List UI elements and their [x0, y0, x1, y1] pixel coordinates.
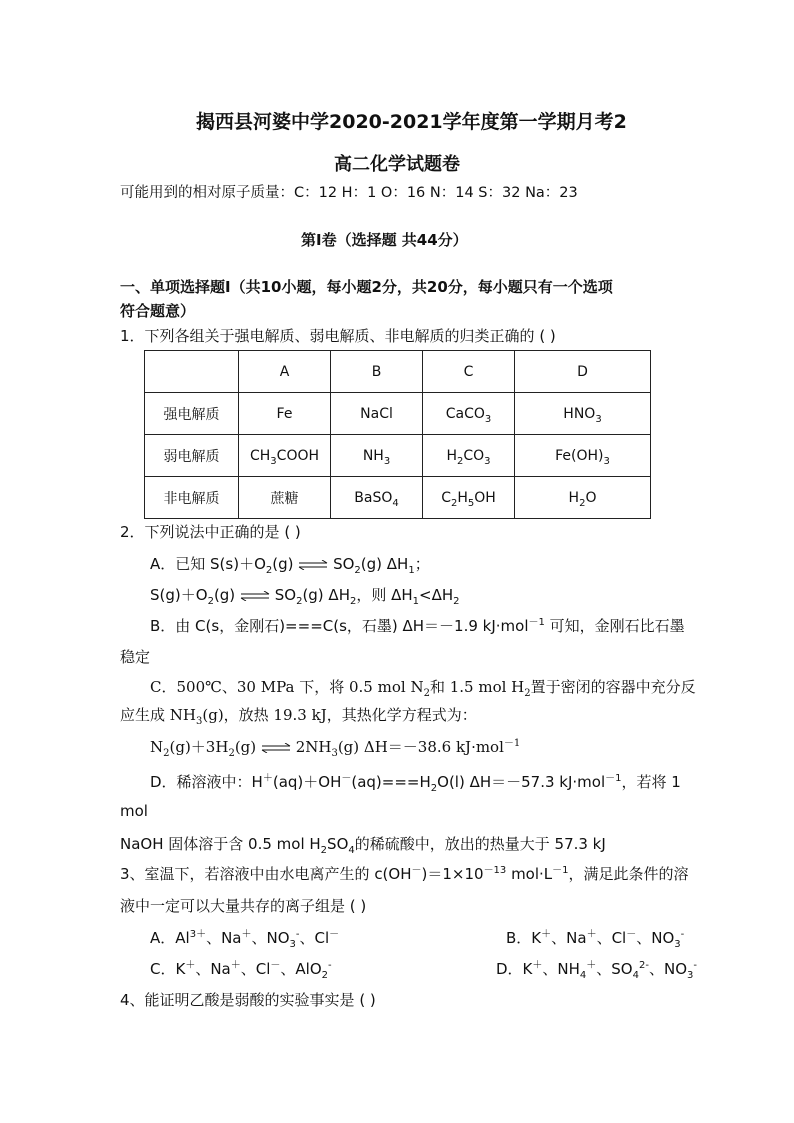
question-3-option-a: A．$Al^{3+}$、Na＋、$NO_3^-$、Cl－ [150, 929, 340, 950]
cell-a: $CH_3COOH$ [239, 435, 331, 477]
section-heading-cont: 符合题意） [120, 302, 196, 320]
cell-c: $C_2H_5OH$ [423, 477, 515, 519]
cell-d: $H_2O$ [515, 477, 651, 519]
cell-c: $H_2CO_3$ [423, 435, 515, 477]
table-row [145, 477, 651, 519]
question-3-stem: 3、室温下，若溶液中由水电离产生的 $c(OH^-)=1\times 10^{-13}$ $mol\cdot L^{-1}$，满足此条件的溶 [120, 865, 689, 883]
cell-c: CaCO$_3$ [423, 393, 515, 435]
question-3-stem-cont: 液中一定可以大量共存的离子组是 ( ) [120, 897, 367, 915]
question-2-option-c-equation: $N_2(g)+3H_2(g)$ $2NH_3(g)$ ΔH＝－38.6 kJ·mol$^{-1}$ [150, 738, 521, 759]
table-header-d: D [515, 351, 651, 393]
section-heading: 一、单项选择题Ⅰ（共10小题，每小题2分，共20分，每小题只有一个选项 [120, 278, 613, 296]
question-3-option-d: D．K＋、$NH_4^+$、$SO_4^{2-}$、$NO_3^-$ [496, 960, 697, 981]
table-header-a: A [239, 351, 331, 393]
question-2-option-d: D．稀溶液中：$H^+(aq)+OH^-(aq)===H_2O(l)$ ΔH＝－57.3 kJ·mol$^{-1}$，若将 1 [150, 773, 681, 794]
question-3-option-b: B．K＋、Na＋、Cl－、$NO_3^-$ [506, 929, 685, 950]
table-row [145, 393, 651, 435]
question-1-stem: 1．下列各组关于强电解质、弱电解质、非电解质的归类正确的 ( ) [120, 327, 556, 345]
cell-a: 蔗糖 [239, 477, 331, 519]
question-2-option-d-cont: mol [120, 802, 148, 820]
cell-d: $Fe(OH)_3$ [515, 435, 651, 477]
row-label: 弱电解质 [145, 435, 239, 477]
cell-b: NaCl [331, 393, 423, 435]
question-3-option-c: C．K＋、Na＋、Cl－、AlO$_2$- [150, 960, 332, 981]
cell-b: BaSO$_4$ [331, 477, 423, 519]
equilibrium-arrow-icon [240, 591, 270, 601]
cell-b: $NH_3$ [331, 435, 423, 477]
exam-subtitle: 高二化学试题卷 [334, 154, 460, 175]
table-header-blank [145, 351, 239, 393]
question-4-stem: 4、能证明乙酸是弱酸的实验事实是 ( ) [120, 991, 376, 1009]
exam-title: 揭西县河婆中学2020-2021学年度第一学期月考2 [196, 111, 627, 133]
cell-a: Fe [239, 393, 331, 435]
table-header-c: C [423, 351, 515, 393]
question-2-option-a-cont: $S(g)+O_2(g)$ $SO_2(g)$ $\Delta H_2$，则 $\Delta H_1<\Delta H_2$ [150, 586, 460, 607]
row-label: 强电解质 [145, 393, 239, 435]
equilibrium-arrow-icon [261, 743, 291, 753]
question-2-stem: 2．下列说法中正确的是 ( ) [120, 523, 301, 541]
question-2-option-b-cont: 稳定 [120, 648, 151, 666]
question-2-option-c: C．500℃、30 MPa 下，将 0.5 mol $N_2$和 1.5 mol $H_2$置于密闭的容器中充分反 [150, 678, 696, 699]
table-row [145, 435, 651, 477]
table-header-b: B [331, 351, 423, 393]
question-1-table [144, 350, 651, 519]
question-2-option-c-cont: 应生成 $NH_3(g)$，放热 19.3 kJ，其热化学方程式为： [120, 706, 477, 727]
question-2-option-b: B．由 C(s，金刚石)===C(s，石墨) ΔH＝－1.9 kJ·mol$^{-1}$ 可知，金刚石比石墨 [150, 617, 685, 635]
cell-d: $HNO_3$ [515, 393, 651, 435]
equilibrium-arrow-icon [298, 560, 328, 570]
part-title: 第Ⅰ卷（选择题 共44分） [301, 231, 468, 249]
question-2-option-d-cont2: NaOH 固体溶于含 0.5 mol $H_2SO_4$的稀硫酸中，放出的热量大于 57.3 kJ [120, 835, 606, 856]
question-2-option-a: A．已知 $S(s)+O_2(g)$ $SO_2(g)$ $\Delta H_1$； [150, 555, 430, 576]
atomic-mass-line: 可能用到的相对原子质量：C：12 H：1 O：16 N：14 S：32 Na：23 [120, 185, 578, 201]
row-label: 非电解质 [145, 477, 239, 519]
